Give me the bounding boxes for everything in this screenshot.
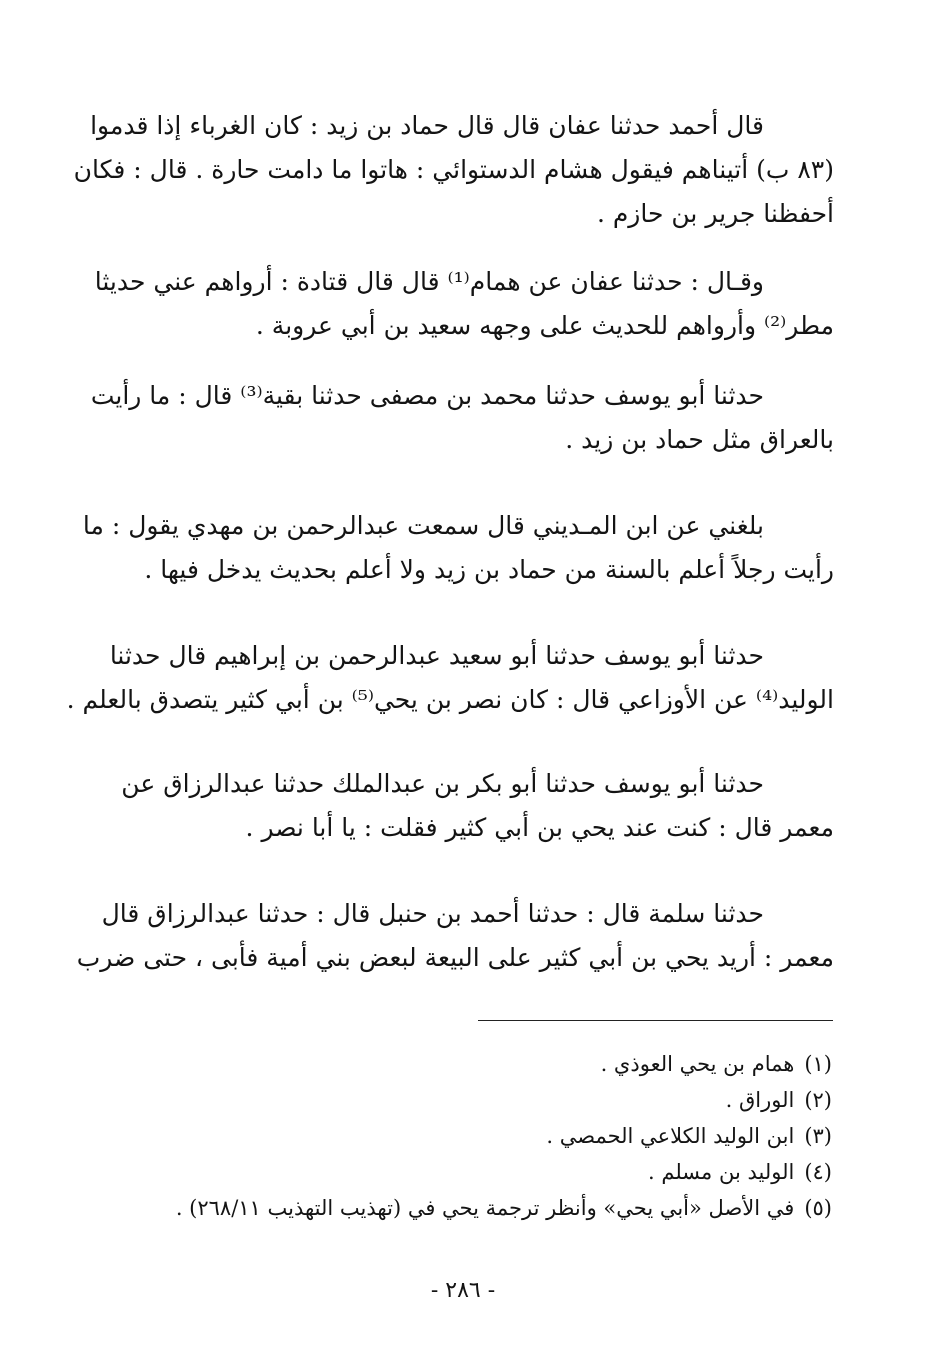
page-number: - ٢٨٦ - [430, 1278, 496, 1303]
footnote-number: (٢) [804, 1088, 832, 1112]
text-line: قال أحمد حدثنا عفان قال قال حماد بن زيد : كان الغرباء إذا قدموا [90, 111, 764, 140]
text-line: الوليد⁽⁴⁾ عن الأوزاعي قال : كان نصر بن يحي⁽⁵⁾ بن أبي كثير يتصدق بالعلم . [66, 685, 834, 714]
footnote-text: ابن الوليد الكلاعي الحمصي . [546, 1124, 795, 1148]
footnote [180, 1118, 832, 1154]
footnote-text: الوراق . [725, 1088, 795, 1112]
paragraph-1 [73, 104, 834, 236]
text-line: وقـال : حدثنا عفان عن همام⁽¹⁾ قال قال قتادة : أرواهم عني حديثا [94, 267, 764, 296]
footnote [180, 1082, 832, 1118]
footnote-text: الوليد بن مسلم . [648, 1160, 795, 1184]
footnote-separator [478, 1020, 833, 1021]
footnotes [175, 1046, 832, 1226]
text-line: حدثنا سلمة قال : حدثنا أحمد بن حنبل قال : حدثنا عبدالرزاق قال [101, 899, 764, 928]
footnote-text: همام بن يحي العوذي . [600, 1052, 795, 1076]
paragraph-4 [82, 504, 834, 592]
text-line: بلغني عن ابن المـديني قال سمعت عبدالرحمن بن مهدي يقول : ما [82, 511, 764, 540]
footnote-number: (٥) [804, 1196, 832, 1220]
text-line: معمر : أريد يحي بن أبي كثير على البيعة لبعض بني أمية فأبى ، حتى ضرب [76, 943, 834, 972]
text-line: حدثنا أبو يوسف حدثنا أبو سعيد عبدالرحمن بن إبراهيم قال حدثنا [109, 641, 764, 670]
text-line: بالعراق مثل حماد بن زيد . [565, 425, 834, 454]
text-line: معمر قال : كنت عند يحي بن أبي كثير فقلت : يا أبا نصر . [245, 813, 834, 842]
paragraph-6 [121, 762, 834, 850]
text-line: (٨٣ ب) أتيناهم فيقول هشام الدستوائي : هاتوا ما دامت حارة . قال : فكان [73, 155, 834, 184]
text-line: مطر⁽²⁾ وأرواهم للحديث على وجهه سعيد بن أبي عروبة . [255, 311, 834, 340]
footnote [180, 1154, 832, 1190]
paragraph-2 [94, 260, 834, 348]
footnote-number: (٤) [804, 1160, 832, 1184]
footnote-number: (١) [804, 1052, 832, 1076]
text-line: حدثنا أبو يوسف حدثنا أبو بكر بن عبدالملك حدثنا عبدالرزاق عن [121, 769, 764, 798]
footnote-number: (٣) [804, 1124, 832, 1148]
paragraph-3 [90, 374, 834, 462]
text-line: أحفظنا جرير بن حازم . [596, 199, 834, 228]
footnote [180, 1046, 832, 1082]
paragraph-5 [66, 634, 834, 722]
text-line: حدثنا أبو يوسف حدثنا محمد بن مصفى حدثنا بقية⁽³⁾ قال : ما رأيت [90, 381, 764, 410]
text-line: رأيت رجلاً أعلم بالسنة من حماد بن زيد ولا أعلم بحديث يدخل فيها . [144, 555, 834, 584]
footnote [175, 1190, 832, 1226]
paragraph-7 [76, 892, 834, 980]
footnote-text: في الأصل «أبي يحي» وأنظر ترجمة يحي في (تهذيب التهذيب ٢٦٨/١١) . [175, 1196, 795, 1220]
